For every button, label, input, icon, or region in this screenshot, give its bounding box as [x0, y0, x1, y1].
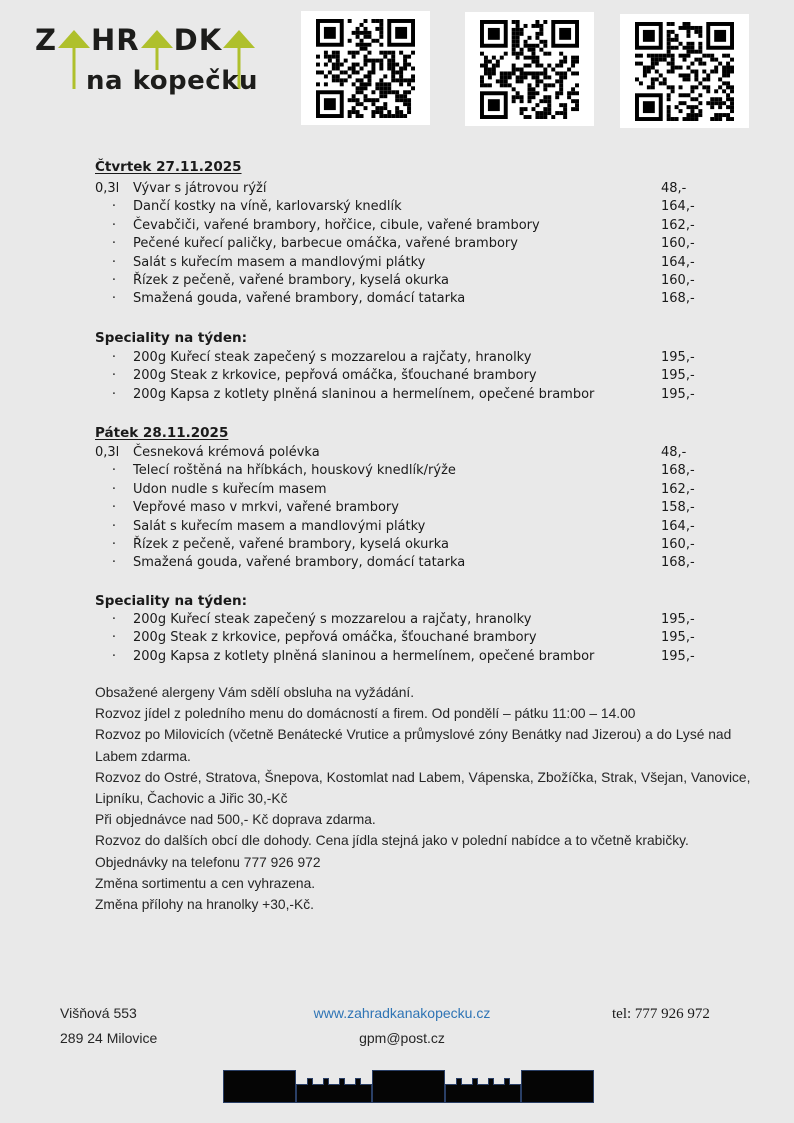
menu-item-name: Salát s kuřecím masem a mandlovými plátky [133, 518, 426, 534]
menu-item-price: 164,- [661, 518, 695, 534]
qr-code [465, 12, 594, 126]
address-city: 289 24 Milovice [60, 1030, 158, 1046]
menu-item-name: Řízek z pečeně, vařené brambory, kyselá okurka [133, 537, 449, 553]
menu-item-price: 158,- [661, 500, 695, 516]
special-item-name: 200g Steak z krkovice, pepřová omáčka, šťouchané brambory [133, 368, 537, 384]
specials-items-thursday [95, 349, 717, 404]
day-title-thursday: Čtvrtek 27.11.2025 [95, 159, 242, 175]
special-item-price: 195,- [661, 386, 695, 402]
note-line: Rozvoz do dalších obcí dle dohody. Cena jídla stejná jako v polední nabídce a to včetně krabičky. [95, 833, 689, 849]
menu-items-friday [95, 444, 717, 573]
menu-item-price: 168,- [661, 555, 695, 571]
menu-item-price: 48,- [661, 445, 687, 460]
menu-item-qty: · [111, 236, 117, 252]
menu-item-name: Česneková krémová polévka [133, 445, 320, 460]
special-item-bullet: · [111, 630, 117, 646]
menu-item-price: 164,- [661, 199, 695, 215]
delivery-notes [95, 682, 755, 915]
menu-item-price: 168,- [661, 463, 695, 479]
special-item-name: 200g Kuřecí steak zapečený s mozzarelou a rajčaty, hranolky [133, 350, 532, 365]
address-block [60, 1001, 157, 1051]
special-item-row [95, 386, 717, 404]
specials-title: Speciality na týden: [95, 330, 247, 346]
menu-item-row [95, 499, 717, 517]
special-item-bullet: · [111, 386, 117, 402]
logo-letter-z: Z [35, 23, 58, 57]
special-item-name: 200g Kapsa z kotlety plněná slaninou a hermelínem, opečené brambor [133, 386, 595, 402]
fence-graphic [223, 1070, 597, 1103]
menu-item-qty: · [111, 273, 117, 289]
note-line: Rozvoz jídel z poledního menu do domácností a firem. Od pondělí – pátku 11:00 – 14.00 [95, 706, 636, 722]
logo-letter-hr: HR [91, 23, 140, 57]
qr-code-icon [635, 22, 734, 121]
menu-item-price: 160,- [661, 236, 695, 252]
qr-code-icon [316, 19, 415, 118]
menu-item-price: 168,- [661, 291, 695, 307]
menu-item-row [95, 198, 717, 216]
logo-letter-dk: DK [173, 23, 223, 57]
menu-item-row [95, 272, 717, 290]
note-line: Rozvoz po Milovicích (včetně Benátecké Vrutice a průmyslové zóny Benátky nad Jizerou) a do Lysé nad [95, 727, 732, 743]
special-item-name: 200g Kuřecí steak zapečený s mozzarelou a rajčaty, hranolky [133, 612, 532, 627]
menu-item-name: Udon nudle s kuřecím masem [133, 481, 327, 497]
menu-item-qty: · [111, 254, 117, 270]
email-link[interactable]: gpm@post.cz [359, 1030, 445, 1046]
note-line: Obsažené alergeny Vám sdělí obsluha na vyžádání. [95, 685, 415, 700]
menu-item-qty: · [111, 537, 117, 553]
fence-block [521, 1070, 594, 1103]
note-line: Rozvoz do Ostré, Stratova, Šnepova, Kostomlat nad Labem, Vápenska, Zbožíčka, Strak, Všejan, Vanovice, [95, 769, 751, 785]
special-item-row [95, 611, 717, 629]
special-item-name: 200g Kapsa z kotlety plněná slaninou a hermelínem, opečené brambor [133, 648, 595, 664]
specials-items-friday [95, 611, 717, 666]
special-item-bullet: · [111, 648, 117, 664]
menu-item-row [95, 254, 717, 272]
qr-code [620, 14, 749, 128]
special-item-row [95, 367, 717, 385]
menu-item-price: 164,- [661, 254, 695, 270]
fence-teeth [297, 1078, 371, 1085]
fence-teeth [446, 1078, 520, 1085]
special-item-row [95, 349, 717, 367]
menu-item-row [95, 536, 717, 554]
note-line: Změna přílohy na hranolky +30,-Kč. [95, 897, 314, 913]
special-item-price: 195,- [661, 630, 695, 646]
note-line: Změna sortimentu a cen vyhrazena. [95, 875, 316, 891]
special-item-bullet: · [111, 368, 117, 384]
day-title-friday: Pátek 28.11.2025 [95, 425, 229, 441]
specials-title: Speciality na týden: [95, 593, 247, 609]
menu-item-row [95, 462, 717, 480]
menu-item-name: Salát s kuřecím masem a mandlovými plátky [133, 254, 426, 270]
menu-item-qty: · [111, 481, 117, 497]
menu-item-name: Vývar s játrovou rýží [133, 181, 267, 196]
menu-item-row [95, 518, 717, 536]
qr-code [301, 11, 430, 125]
menu-item-qty: 0,3l [95, 445, 120, 460]
menu-item-qty: · [111, 291, 117, 307]
menu-item-price: 48,- [661, 181, 687, 196]
logo-subtitle: na kopečku [86, 66, 259, 96]
menu-item-name: Čevabčiči, vařené brambory, hořčice, cibule, vařené brambory [133, 217, 540, 233]
menu-item-name: Vepřové maso v mrkvi, vařené brambory [133, 500, 399, 516]
note-line: Lipníku, Čachovic a Jiřic 30,-Kč [95, 791, 288, 807]
fence-block [223, 1070, 296, 1103]
menu-item-name: Dančí kostky na víně, karlovarský knedlík [133, 199, 402, 215]
menu-item-qty: · [111, 199, 117, 215]
menu-item-qty: · [111, 518, 117, 534]
menu-item-qty: · [111, 217, 117, 233]
special-item-bullet: · [111, 350, 117, 365]
menu-item-name: Telecí roštěná na hříbkách, houskový knedlík/rýže [133, 463, 456, 479]
menu-item-price: 160,- [661, 537, 695, 553]
note-line: Při objednávce nad 500,- Kč doprava zdarma. [95, 812, 376, 828]
special-item-name: 200g Steak z krkovice, pepřová omáčka, šťouchané brambory [133, 630, 537, 646]
web-contact-block [247, 1001, 557, 1051]
qr-code-icon [480, 20, 579, 119]
note-line: Labem zdarma. [95, 748, 191, 764]
menu-item-row [95, 290, 717, 308]
menu-item-row [95, 235, 717, 253]
menu-item-row [95, 217, 717, 235]
fence-block [372, 1070, 445, 1103]
fence-block [296, 1084, 372, 1103]
menu-item-row [95, 554, 717, 572]
special-item-price: 195,- [661, 648, 695, 664]
menu-item-qty: · [111, 500, 117, 516]
menu-item-row [95, 180, 717, 198]
menu-item-row [95, 481, 717, 499]
phone-number: tel: 777 926 972 [612, 1006, 710, 1022]
menu-item-price: 162,- [661, 481, 695, 497]
special-item-row [95, 629, 717, 647]
special-item-price: 195,- [661, 612, 695, 627]
menu-item-qty: 0,3l [95, 181, 120, 196]
menu-item-name: Pečené kuřecí paličky, barbecue omáčka, vařené brambory [133, 236, 518, 252]
menu-items-thursday [95, 180, 717, 309]
special-item-row [95, 648, 717, 666]
special-item-bullet: · [111, 612, 117, 627]
special-item-price: 195,- [661, 350, 695, 365]
menu-item-name: Smažená gouda, vařené brambory, domácí tatarka [133, 291, 466, 307]
special-item-price: 195,- [661, 368, 695, 384]
menu-item-name: Řízek z pečeně, vařené brambory, kyselá okurka [133, 273, 449, 289]
menu-item-row [95, 444, 717, 462]
website-link[interactable]: www.zahradkanakopecku.cz [313, 1005, 491, 1021]
restaurant-logo [30, 23, 290, 106]
address-street: Višňová 553 [60, 1005, 137, 1021]
fence-block [445, 1084, 521, 1103]
note-line: Objednávky na telefonu 777 926 972 [95, 854, 321, 870]
menu-item-qty: · [111, 463, 117, 479]
menu-item-price: 160,- [661, 273, 695, 289]
menu-item-name: Smažená gouda, vařené brambory, domácí tatarka [133, 555, 466, 571]
menu-item-qty: · [111, 555, 117, 571]
menu-item-price: 162,- [661, 217, 695, 233]
